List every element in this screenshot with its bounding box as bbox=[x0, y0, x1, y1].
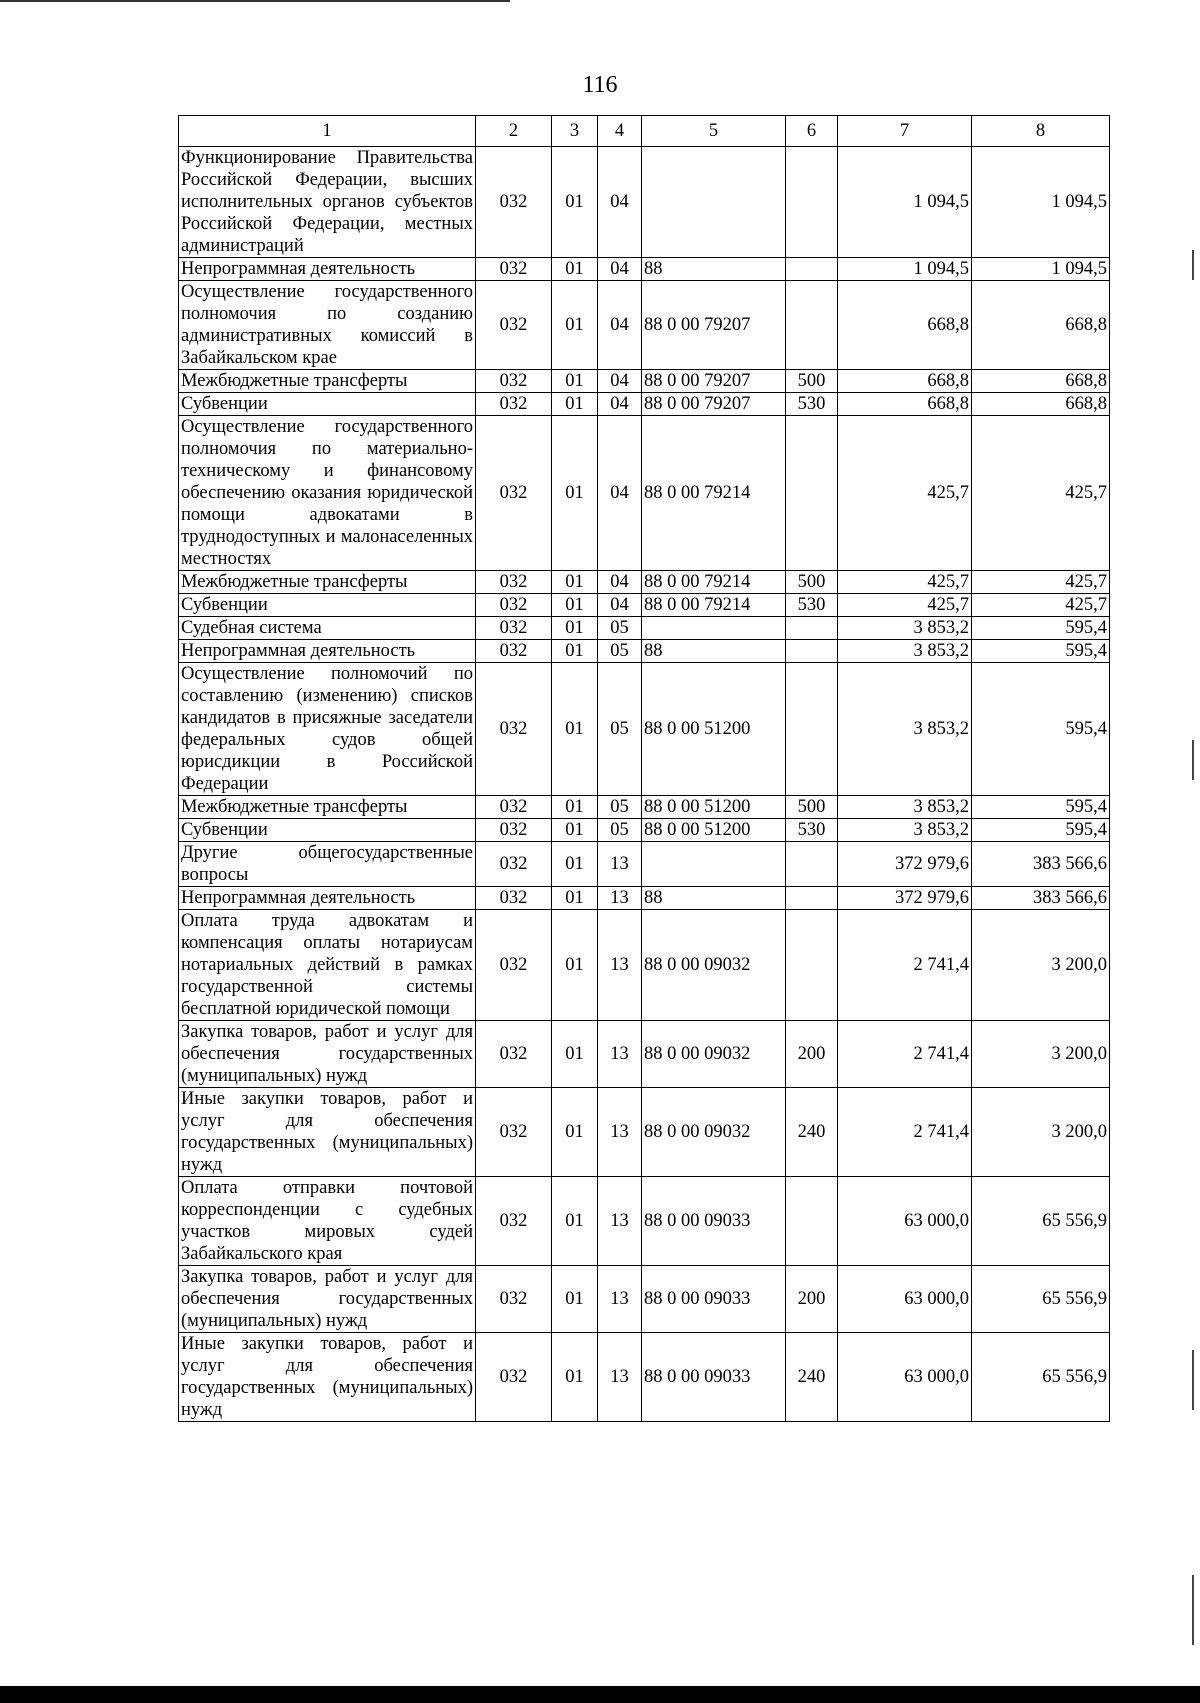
target-item-cell: 88 0 00 51200 bbox=[642, 663, 786, 796]
ministry-code-cell: 032 bbox=[476, 370, 552, 393]
section-code-cell: 01 bbox=[552, 910, 598, 1021]
target-item-cell bbox=[642, 842, 786, 887]
table-row bbox=[179, 594, 1110, 617]
table-row bbox=[179, 842, 1110, 887]
ministry-code-cell: 032 bbox=[476, 416, 552, 571]
ministry-code-cell: 032 bbox=[476, 617, 552, 640]
table-row bbox=[179, 796, 1110, 819]
target-item-cell: 88 0 00 09033 bbox=[642, 1333, 786, 1422]
row-name-cell: Закупка товаров, работ и услуг для обеспечения государственных (муниципальных) нужд bbox=[179, 1021, 476, 1088]
target-item-cell: 88 0 00 79207 bbox=[642, 393, 786, 416]
subsection-code-cell: 05 bbox=[598, 796, 642, 819]
amount-year2-cell: 65 556,9 bbox=[972, 1333, 1110, 1422]
amount-year2-cell: 1 094,5 bbox=[972, 147, 1110, 258]
target-item-cell: 88 0 00 09032 bbox=[642, 1088, 786, 1177]
expense-type-cell bbox=[786, 258, 838, 281]
subsection-code-cell: 04 bbox=[598, 258, 642, 281]
ministry-code-cell: 032 bbox=[476, 281, 552, 370]
amount-year2-cell: 668,8 bbox=[972, 370, 1110, 393]
row-name-cell: Межбюджетные трансферты bbox=[179, 571, 476, 594]
row-name-cell: Оплата отправки почтовой корреспонденции с судебных участков мировых судей Забайкальского края bbox=[179, 1177, 476, 1266]
table-row bbox=[179, 258, 1110, 281]
expense-type-cell bbox=[786, 640, 838, 663]
section-code-cell: 01 bbox=[552, 842, 598, 887]
row-name-cell: Функционирование Правительства Российской Федерации, высших исполнительных органов субъектов Российской Федерации, местных администраций bbox=[179, 147, 476, 258]
section-code-cell: 01 bbox=[552, 617, 598, 640]
amount-year1-cell: 425,7 bbox=[838, 594, 972, 617]
column-header: 2 bbox=[476, 116, 552, 147]
amount-year1-cell: 3 853,2 bbox=[838, 663, 972, 796]
subsection-code-cell: 04 bbox=[598, 147, 642, 258]
table-row bbox=[179, 640, 1110, 663]
ministry-code-cell: 032 bbox=[476, 819, 552, 842]
subsection-code-cell: 13 bbox=[598, 1266, 642, 1333]
target-item-cell: 88 0 00 09032 bbox=[642, 1021, 786, 1088]
subsection-code-cell: 13 bbox=[598, 887, 642, 910]
amount-year1-cell: 372 979,6 bbox=[838, 887, 972, 910]
section-code-cell: 01 bbox=[552, 258, 598, 281]
subsection-code-cell: 13 bbox=[598, 1088, 642, 1177]
amount-year1-cell: 2 741,4 bbox=[838, 1088, 972, 1177]
amount-year1-cell: 1 094,5 bbox=[838, 147, 972, 258]
subsection-code-cell: 13 bbox=[598, 1177, 642, 1266]
ministry-code-cell: 032 bbox=[476, 640, 552, 663]
expense-type-cell bbox=[786, 910, 838, 1021]
column-header: 7 bbox=[838, 116, 972, 147]
expense-type-cell bbox=[786, 147, 838, 258]
table-row bbox=[179, 370, 1110, 393]
expense-type-cell bbox=[786, 663, 838, 796]
table-row bbox=[179, 571, 1110, 594]
section-code-cell: 01 bbox=[552, 887, 598, 910]
bottom-bar bbox=[0, 1686, 1200, 1703]
amount-year1-cell: 1 094,5 bbox=[838, 258, 972, 281]
amount-year1-cell: 3 853,2 bbox=[838, 617, 972, 640]
row-name-cell: Субвенции bbox=[179, 594, 476, 617]
target-item-cell: 88 0 00 79207 bbox=[642, 370, 786, 393]
amount-year2-cell: 3 200,0 bbox=[972, 1021, 1110, 1088]
amount-year1-cell: 3 853,2 bbox=[838, 796, 972, 819]
table-row bbox=[179, 1333, 1110, 1422]
table-row bbox=[179, 416, 1110, 571]
budget-table bbox=[178, 115, 1110, 1422]
amount-year1-cell: 372 979,6 bbox=[838, 842, 972, 887]
amount-year2-cell: 3 200,0 bbox=[972, 1088, 1110, 1177]
amount-year2-cell: 595,4 bbox=[972, 617, 1110, 640]
target-item-cell: 88 0 00 79207 bbox=[642, 281, 786, 370]
section-code-cell: 01 bbox=[552, 1021, 598, 1088]
amount-year1-cell: 668,8 bbox=[838, 281, 972, 370]
subsection-code-cell: 04 bbox=[598, 281, 642, 370]
amount-year2-cell: 1 094,5 bbox=[972, 258, 1110, 281]
row-name-cell: Оплата труда адвокатам и компенсация оплаты нотариусам нотариальных действий в рамках государственной системы бесплатной юридической помощи bbox=[179, 910, 476, 1021]
subsection-code-cell: 04 bbox=[598, 594, 642, 617]
amount-year1-cell: 2 741,4 bbox=[838, 910, 972, 1021]
amount-year2-cell: 595,4 bbox=[972, 640, 1110, 663]
section-code-cell: 01 bbox=[552, 281, 598, 370]
row-name-cell: Субвенции bbox=[179, 393, 476, 416]
row-name-cell: Непрограммная деятельность bbox=[179, 887, 476, 910]
amount-year2-cell: 65 556,9 bbox=[972, 1177, 1110, 1266]
target-item-cell bbox=[642, 617, 786, 640]
subsection-code-cell: 05 bbox=[598, 819, 642, 842]
amount-year1-cell: 668,8 bbox=[838, 393, 972, 416]
row-name-cell: Непрограммная деятельность bbox=[179, 258, 476, 281]
table-row bbox=[179, 1088, 1110, 1177]
subsection-code-cell: 05 bbox=[598, 640, 642, 663]
row-name-cell: Осуществление государственного полномочия по материально-техническому и финансовому обеспечению оказания юридической помощи адвокатами в труднодоступных и малонаселенных местностях bbox=[179, 416, 476, 571]
subsection-code-cell: 04 bbox=[598, 393, 642, 416]
table-row bbox=[179, 393, 1110, 416]
target-item-cell: 88 0 00 79214 bbox=[642, 571, 786, 594]
amount-year2-cell: 3 200,0 bbox=[972, 910, 1110, 1021]
amount-year1-cell: 425,7 bbox=[838, 416, 972, 571]
expense-type-cell: 200 bbox=[786, 1266, 838, 1333]
expense-type-cell bbox=[786, 887, 838, 910]
table-row bbox=[179, 819, 1110, 842]
column-header: 1 bbox=[179, 116, 476, 147]
target-item-cell: 88 bbox=[642, 640, 786, 663]
expense-type-cell bbox=[786, 1177, 838, 1266]
page-number: 116 bbox=[582, 72, 618, 98]
expense-type-cell: 200 bbox=[786, 1021, 838, 1088]
amount-year2-cell: 383 566,6 bbox=[972, 842, 1110, 887]
target-item-cell: 88 0 00 79214 bbox=[642, 416, 786, 571]
column-header: 8 bbox=[972, 116, 1110, 147]
scan-mark bbox=[1192, 1575, 1194, 1645]
amount-year2-cell: 595,4 bbox=[972, 796, 1110, 819]
column-header: 5 bbox=[642, 116, 786, 147]
ministry-code-cell: 032 bbox=[476, 1266, 552, 1333]
expense-type-cell bbox=[786, 416, 838, 571]
ministry-code-cell: 032 bbox=[476, 887, 552, 910]
amount-year2-cell: 65 556,9 bbox=[972, 1266, 1110, 1333]
section-code-cell: 01 bbox=[552, 147, 598, 258]
section-code-cell: 01 bbox=[552, 370, 598, 393]
table-row bbox=[179, 147, 1110, 258]
scan-mark bbox=[1192, 1350, 1194, 1410]
amount-year1-cell: 2 741,4 bbox=[838, 1021, 972, 1088]
table-row bbox=[179, 617, 1110, 640]
target-item-cell: 88 0 00 09033 bbox=[642, 1177, 786, 1266]
row-name-cell: Иные закупки товаров, работ и услуг для обеспечения государственных (муниципальных) нужд bbox=[179, 1088, 476, 1177]
section-code-cell: 01 bbox=[552, 640, 598, 663]
expense-type-cell: 240 bbox=[786, 1088, 838, 1177]
table-row bbox=[179, 1177, 1110, 1266]
column-header: 3 bbox=[552, 116, 598, 147]
section-code-cell: 01 bbox=[552, 594, 598, 617]
column-header: 4 bbox=[598, 116, 642, 147]
amount-year1-cell: 63 000,0 bbox=[838, 1266, 972, 1333]
subsection-code-cell: 05 bbox=[598, 617, 642, 640]
row-name-cell: Закупка товаров, работ и услуг для обеспечения государственных (муниципальных) нужд bbox=[179, 1266, 476, 1333]
amount-year1-cell: 3 853,2 bbox=[838, 819, 972, 842]
subsection-code-cell: 13 bbox=[598, 910, 642, 1021]
expense-type-cell: 530 bbox=[786, 393, 838, 416]
ministry-code-cell: 032 bbox=[476, 258, 552, 281]
amount-year1-cell: 3 853,2 bbox=[838, 640, 972, 663]
section-code-cell: 01 bbox=[552, 393, 598, 416]
amount-year2-cell: 425,7 bbox=[972, 416, 1110, 571]
ministry-code-cell: 032 bbox=[476, 594, 552, 617]
table-row bbox=[179, 887, 1110, 910]
target-item-cell: 88 0 00 51200 bbox=[642, 819, 786, 842]
subsection-code-cell: 05 bbox=[598, 663, 642, 796]
section-code-cell: 01 bbox=[552, 1333, 598, 1422]
section-code-cell: 01 bbox=[552, 1177, 598, 1266]
expense-type-cell: 240 bbox=[786, 1333, 838, 1422]
expense-type-cell: 500 bbox=[786, 571, 838, 594]
row-name-cell: Осуществление полномочий по составлению (изменению) списков кандидатов в присяжные заседатели федеральных судов общей юрисдикции в Российской Федерации bbox=[179, 663, 476, 796]
row-name-cell: Другие общегосударственные вопросы bbox=[179, 842, 476, 887]
target-item-cell: 88 0 00 09033 bbox=[642, 1266, 786, 1333]
ministry-code-cell: 032 bbox=[476, 1088, 552, 1177]
column-header: 6 bbox=[786, 116, 838, 147]
amount-year2-cell: 595,4 bbox=[972, 663, 1110, 796]
ministry-code-cell: 032 bbox=[476, 1021, 552, 1088]
expense-type-cell bbox=[786, 617, 838, 640]
amount-year2-cell: 425,7 bbox=[972, 594, 1110, 617]
amount-year1-cell: 63 000,0 bbox=[838, 1333, 972, 1422]
ministry-code-cell: 032 bbox=[476, 910, 552, 1021]
target-item-cell bbox=[642, 147, 786, 258]
target-item-cell: 88 0 00 51200 bbox=[642, 796, 786, 819]
section-code-cell: 01 bbox=[552, 416, 598, 571]
subsection-code-cell: 04 bbox=[598, 416, 642, 571]
row-name-cell: Межбюджетные трансферты bbox=[179, 796, 476, 819]
subsection-code-cell: 13 bbox=[598, 1333, 642, 1422]
expense-type-cell: 500 bbox=[786, 370, 838, 393]
subsection-code-cell: 13 bbox=[598, 842, 642, 887]
row-name-cell: Судебная система bbox=[179, 617, 476, 640]
amount-year2-cell: 668,8 bbox=[972, 393, 1110, 416]
row-name-cell: Субвенции bbox=[179, 819, 476, 842]
scan-mark bbox=[1192, 250, 1194, 280]
ministry-code-cell: 032 bbox=[476, 842, 552, 887]
expense-type-cell bbox=[786, 281, 838, 370]
amount-year2-cell: 383 566,6 bbox=[972, 887, 1110, 910]
ministry-code-cell: 032 bbox=[476, 1333, 552, 1422]
subsection-code-cell: 04 bbox=[598, 571, 642, 594]
ministry-code-cell: 032 bbox=[476, 663, 552, 796]
section-code-cell: 01 bbox=[552, 819, 598, 842]
target-item-cell: 88 0 00 09032 bbox=[642, 910, 786, 1021]
scan-mark bbox=[1192, 740, 1194, 780]
subsection-code-cell: 04 bbox=[598, 370, 642, 393]
target-item-cell: 88 bbox=[642, 887, 786, 910]
ministry-code-cell: 032 bbox=[476, 1177, 552, 1266]
table-row bbox=[179, 663, 1110, 796]
table-row bbox=[179, 281, 1110, 370]
ministry-code-cell: 032 bbox=[476, 571, 552, 594]
section-code-cell: 01 bbox=[552, 571, 598, 594]
row-name-cell: Осуществление государственного полномочия по созданию административных комиссий в Забайкальском крае bbox=[179, 281, 476, 370]
section-code-cell: 01 bbox=[552, 796, 598, 819]
amount-year1-cell: 63 000,0 bbox=[838, 1177, 972, 1266]
amount-year2-cell: 668,8 bbox=[972, 281, 1110, 370]
expense-type-cell: 500 bbox=[786, 796, 838, 819]
table-row bbox=[179, 910, 1110, 1021]
ministry-code-cell: 032 bbox=[476, 796, 552, 819]
target-item-cell: 88 0 00 79214 bbox=[642, 594, 786, 617]
amount-year1-cell: 668,8 bbox=[838, 370, 972, 393]
amount-year1-cell: 425,7 bbox=[838, 571, 972, 594]
target-item-cell: 88 bbox=[642, 258, 786, 281]
subsection-code-cell: 13 bbox=[598, 1021, 642, 1088]
section-code-cell: 01 bbox=[552, 1266, 598, 1333]
expense-type-cell: 530 bbox=[786, 819, 838, 842]
amount-year2-cell: 425,7 bbox=[972, 571, 1110, 594]
section-code-cell: 01 bbox=[552, 663, 598, 796]
table-row bbox=[179, 1021, 1110, 1088]
ministry-code-cell: 032 bbox=[476, 147, 552, 258]
row-name-cell: Иные закупки товаров, работ и услуг для обеспечения государственных (муниципальных) нужд bbox=[179, 1333, 476, 1422]
row-name-cell: Непрограммная деятельность bbox=[179, 640, 476, 663]
table-row bbox=[179, 1266, 1110, 1333]
expense-type-cell: 530 bbox=[786, 594, 838, 617]
table-body bbox=[179, 147, 1110, 1422]
ministry-code-cell: 032 bbox=[476, 393, 552, 416]
top-rule bbox=[0, 0, 510, 2]
section-code-cell: 01 bbox=[552, 1088, 598, 1177]
amount-year2-cell: 595,4 bbox=[972, 819, 1110, 842]
header-row bbox=[179, 116, 1110, 147]
expense-type-cell bbox=[786, 842, 838, 887]
row-name-cell: Межбюджетные трансферты bbox=[179, 370, 476, 393]
